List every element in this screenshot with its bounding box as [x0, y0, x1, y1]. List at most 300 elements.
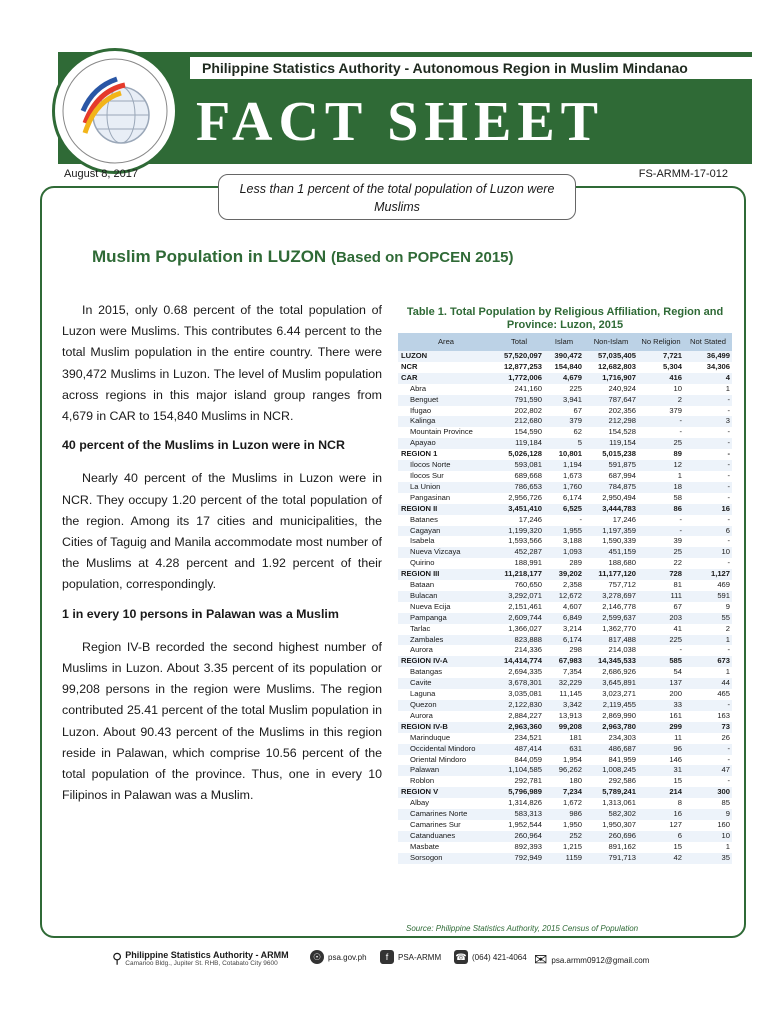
table-cell-area: Benguet	[398, 395, 494, 406]
table-cell-area: Cavite	[398, 678, 494, 689]
table-cell-value: 4,607	[562, 601, 582, 611]
table-cell-value: 2,884,227	[508, 710, 542, 720]
table-cell-value: 1,362,770	[602, 623, 636, 633]
table-cell-value: 2,956,726	[508, 492, 542, 502]
table-cell-value: -	[638, 526, 684, 537]
table-cell-value: 1,008,245	[584, 765, 638, 776]
table-cell-value: 73	[684, 722, 732, 733]
table-cell-value: 591,875	[584, 460, 638, 471]
footer-facebook[interactable]	[380, 950, 441, 964]
table-row	[398, 591, 732, 602]
table-cell-value: 225	[569, 383, 582, 393]
table-cell-value: 18	[638, 482, 684, 493]
table-source: Source: Philippine Statistics Authority, 2015 Census of Population	[406, 924, 639, 933]
table-cell-value: 841,959	[608, 754, 636, 764]
table-cell-value: 728	[638, 569, 684, 580]
table-cell-value: 12	[638, 460, 684, 471]
table-row	[398, 395, 732, 406]
table-cell-area: Quezon	[398, 700, 494, 711]
table-cell-value: 2,950,494	[602, 492, 636, 502]
footer	[112, 946, 732, 972]
table-cell-area: Batanes	[410, 514, 438, 524]
table-cell-area: Mountain Province	[410, 427, 473, 437]
table-cell-value: 47	[684, 765, 732, 776]
mail-icon: ✉	[534, 952, 548, 969]
table-cell-value: -	[727, 405, 730, 415]
table-row	[398, 831, 732, 842]
table-cell-value: 1,760	[544, 482, 584, 493]
table-cell-value: 4	[684, 373, 732, 384]
table-row	[398, 471, 732, 482]
table-cell-value: 2,146,778	[602, 601, 636, 611]
table-cell-value: 300	[684, 787, 732, 798]
table-cell-area: Apayao	[398, 438, 494, 449]
table-cell-value: 289	[569, 558, 582, 568]
table-cell-value: 1,672	[562, 798, 582, 808]
table-cell-value: 81	[673, 580, 682, 590]
table-cell-value: 15	[673, 841, 682, 851]
footer-website[interactable]	[310, 950, 367, 964]
table-cell-value: -	[684, 460, 732, 471]
location-pin-icon: ⚲	[112, 950, 123, 966]
table-cell-value: 2,122,830	[494, 700, 544, 711]
table-cell-value: 1	[677, 470, 682, 480]
table-cell-value: 96,262	[544, 765, 584, 776]
table-cell-value: 25	[638, 547, 684, 558]
table-cell-value: 1,127	[684, 569, 732, 580]
table-cell-value: 42	[638, 853, 684, 864]
table-cell-value: 292,781	[514, 776, 542, 786]
table-cell-value: 234,521	[514, 732, 542, 742]
table-cell-value: 451,159	[584, 547, 638, 558]
table-cell-area: Pangasinan	[410, 492, 451, 502]
table-cell-area: Oriental Mindoro	[410, 754, 467, 764]
table-cell-value: 6,849	[544, 613, 584, 624]
table-cell-value: 1,199,320	[494, 526, 544, 537]
table-row	[398, 493, 732, 504]
table-cell-value: 2,151,461	[508, 601, 542, 611]
table-cell-area: NCR	[401, 361, 418, 371]
table-cell-value: -	[727, 427, 730, 437]
table-row	[398, 427, 732, 438]
table-cell-value: -	[727, 492, 730, 502]
table-cell-value: 58	[673, 492, 682, 502]
table-cell-value: 11,218,177	[494, 569, 544, 580]
table-cell-value: 1,194	[544, 460, 584, 471]
table-cell-value: 67	[673, 601, 682, 611]
table-cell-value: 292,586	[608, 776, 636, 786]
table-cell-value: 160	[717, 819, 730, 829]
table-cell-value: 67	[573, 405, 582, 415]
table-cell-value: 225	[638, 635, 684, 646]
table-row	[398, 853, 732, 864]
table-cell-value: 55	[684, 613, 732, 624]
table-cell-area: Batangas	[410, 667, 443, 677]
table-cell-value: 1,366,027	[508, 623, 542, 633]
table-cell-value: 33	[638, 700, 684, 711]
table-cell-area: Aurora	[410, 645, 433, 655]
table-cell-value: 86	[638, 504, 684, 515]
table-cell-value: -	[727, 776, 730, 786]
table-row	[398, 765, 732, 776]
table-cell-value: 486,687	[584, 744, 638, 755]
table-cell-value: 22	[673, 558, 682, 568]
table-row	[398, 569, 732, 580]
table-cell-value: 10	[673, 383, 682, 393]
header-agency: Philippine Statistics Authority - Autonomous Region in Muslim Mindanao	[198, 60, 692, 76]
section-title	[92, 247, 514, 267]
table-cell-value: 1,950	[562, 819, 582, 829]
table-row	[398, 776, 732, 787]
table-cell-area: Cagayan	[398, 526, 494, 537]
table-cell-value: 784,875	[584, 482, 638, 493]
table-cell-value: 12,877,253	[503, 361, 542, 371]
table-cell-value: 1,716,907	[584, 373, 638, 384]
table-cell-area: Camarines Sur	[410, 819, 461, 829]
table-cell-value: 241,160	[514, 383, 542, 393]
table-cell-value: -	[684, 482, 732, 493]
table-cell-value: 3	[684, 416, 732, 427]
footer-email-text: psa.armm0912@gmail.com	[551, 955, 650, 965]
table-cell-value: 1,590,339	[602, 536, 636, 546]
table-cell-area: REGION III	[398, 569, 494, 580]
table-cell-value: 786,653	[494, 482, 544, 493]
table-row	[398, 624, 732, 635]
table-cell-value: 26	[721, 732, 730, 742]
table-cell-value: 593,081	[494, 460, 544, 471]
table-cell-value: 2,599,637	[584, 613, 638, 624]
table-cell-value: 85	[721, 798, 730, 808]
table-row	[398, 438, 732, 449]
table-cell-area: Nueva Vizcaya	[398, 547, 494, 558]
table-cell-value: -	[727, 536, 730, 546]
table-cell-value: 10	[684, 547, 732, 558]
table-cell-area: Aurora	[410, 710, 433, 720]
table-cell-value: 54	[673, 667, 682, 677]
table-cell-value: 299	[638, 722, 684, 733]
table-row	[398, 722, 732, 733]
table-cell-value: 3,035,081	[508, 689, 542, 699]
col-header: Islam	[544, 333, 584, 351]
table-cell-area: Ifugao	[410, 405, 432, 415]
table-cell-value: 10,801	[558, 449, 582, 459]
table-cell-value: 57,035,405	[584, 351, 638, 362]
table-cell-value: 757,712	[608, 580, 636, 590]
table-cell-value: 154,528	[608, 427, 636, 437]
table-cell-area: REGION IV-B	[398, 722, 494, 733]
table-cell-value: 212,298	[584, 416, 638, 427]
col-header: Area	[398, 333, 494, 351]
table-cell-value: 2,963,780	[584, 722, 638, 733]
table-cell-value: 760,650	[514, 580, 542, 590]
table-cell-value: 4,679	[544, 373, 584, 384]
table-cell-area: CAR	[398, 373, 494, 384]
col-header: Non-Islam	[584, 333, 638, 351]
table-cell-value: 260,964	[494, 831, 544, 842]
table-cell-value: 14,414,774	[494, 656, 544, 667]
table-cell-value: 5	[544, 438, 584, 449]
table-row	[398, 667, 732, 678]
table-cell-value: -	[684, 438, 732, 449]
table-cell-value: -	[679, 514, 682, 524]
table-cell-value: 1,954	[562, 754, 582, 764]
table-cell-value: 188,991	[514, 558, 542, 568]
table-row	[398, 351, 732, 362]
table-cell-area: Ilocos Norte	[398, 460, 494, 471]
table-cell-value: 3,645,891	[584, 678, 638, 689]
table-cell-value: 188,680	[608, 558, 636, 568]
globe-icon: ☉	[310, 950, 324, 964]
table-cell-value: 10	[684, 831, 732, 842]
table-row	[398, 526, 732, 537]
table-row	[398, 373, 732, 384]
table-row	[398, 798, 732, 809]
table-cell-area: REGION IV-A	[398, 656, 494, 667]
table-row	[398, 700, 732, 711]
table-row	[398, 744, 732, 755]
table-cell-value: 154,840	[554, 361, 582, 371]
table-cell-value: 2,119,455	[584, 700, 638, 711]
table-cell-value: 17,246	[612, 514, 636, 524]
table-cell-value: 1	[684, 635, 732, 646]
table-title: Table 1. Total Population by Religious Affiliation, Region and Province: Luzon, 2015	[406, 306, 724, 331]
table-cell-value: 39	[673, 536, 682, 546]
table-cell-value: 25	[638, 438, 684, 449]
table-cell-value: 3,444,783	[584, 504, 638, 515]
table-cell-value: 214	[638, 787, 684, 798]
table-cell-value: 96	[638, 744, 684, 755]
table-row	[398, 787, 732, 798]
table-cell-value: 673	[684, 656, 732, 667]
table-cell-area: Occidental Mindoro	[398, 744, 494, 755]
table-cell-area: Laguna	[410, 689, 436, 699]
table-cell-value: 214,038	[608, 645, 636, 655]
table-row	[398, 602, 732, 613]
table-cell-value: 2,694,335	[508, 667, 542, 677]
table-cell-value: 585	[638, 656, 684, 667]
table-cell-value: 787,647	[584, 395, 638, 406]
table-cell-value: 212,680	[494, 416, 544, 427]
table-row	[398, 733, 732, 744]
table-cell-value: -	[579, 514, 582, 524]
table-cell-area: Albay	[410, 798, 429, 808]
table-cell-value: 5,796,989	[494, 787, 544, 798]
table-cell-value: 137	[638, 678, 684, 689]
document-code: FS-ARMM-17-012	[638, 168, 728, 180]
table-cell-value: 6,174	[562, 492, 582, 502]
table-cell-value: 298	[569, 645, 582, 655]
table-cell-area: Pampanga	[398, 613, 494, 624]
table-cell-value: 11	[674, 732, 682, 742]
table-cell-value: 3,292,071	[494, 591, 544, 602]
table-cell-value: -	[684, 395, 732, 406]
table-row	[398, 536, 732, 547]
table-cell-value: 11,145	[559, 689, 582, 699]
table-cell-value: 1	[725, 841, 730, 851]
table-row	[398, 656, 732, 667]
table-cell-value: 15	[673, 776, 682, 786]
table-cell-value: 203	[638, 613, 684, 624]
footer-org-address: Camarioo Bldg., Jupiter St. RHB, Cotabato City 9600	[125, 960, 278, 967]
table-cell-value: 2,686,926	[602, 667, 636, 677]
table-cell-value: 12,682,803	[597, 361, 636, 371]
table-cell-value: 1	[725, 667, 730, 677]
table-cell-value: 6	[684, 526, 732, 537]
table-cell-value: 3,941	[544, 395, 584, 406]
table-cell-area: REGION V	[398, 787, 494, 798]
table-cell-value: 469	[717, 580, 730, 590]
table-body	[398, 351, 732, 864]
table-cell-value: -	[727, 754, 730, 764]
table-cell-value: 32,229	[544, 678, 584, 689]
table-cell-value: 7,721	[638, 351, 684, 362]
table-cell-value: 1,952,544	[508, 819, 542, 829]
table-cell-value: 2	[638, 395, 684, 406]
psa-logo	[52, 48, 178, 174]
table-cell-area: Roblon	[410, 776, 435, 786]
table-cell-value: 1,197,359	[584, 526, 638, 537]
table-cell-value: 200	[669, 689, 682, 699]
table-cell-value: 379	[544, 416, 584, 427]
table-cell-value: 1,955	[544, 526, 584, 537]
table-cell-value: 36,499	[684, 351, 732, 362]
table-cell-value: 7,234	[544, 787, 584, 798]
table-cell-value: 146	[669, 754, 682, 764]
section-title-suffix: (Based on POPCEN 2015)	[330, 249, 514, 266]
table-cell-value: -	[727, 645, 730, 655]
table-cell-value: 9	[684, 809, 732, 820]
table-row	[398, 515, 732, 526]
table-cell-value: 844,059	[514, 754, 542, 764]
table-cell-value: -	[727, 558, 730, 568]
footer-email[interactable]	[534, 950, 649, 970]
table-cell-value: 7,354	[562, 667, 582, 677]
table-cell-area: Bulacan	[398, 591, 494, 602]
table-cell-area: Abra	[410, 383, 427, 393]
table-row	[398, 820, 732, 831]
table-cell-value: 6	[638, 831, 684, 842]
table-row	[398, 580, 732, 591]
table-cell-value: 3,451,410	[494, 504, 544, 515]
table-cell-value: 39,202	[544, 569, 584, 580]
table-cell-value: 689,668	[514, 470, 542, 480]
table-cell-value: 3,342	[544, 700, 584, 711]
table-cell-area: LUZON	[398, 351, 494, 362]
table-cell-value: 67,983	[544, 656, 584, 667]
table-cell-value: 631	[544, 744, 584, 755]
table-cell-value: 1	[725, 383, 730, 393]
table-cell-value: 6,525	[544, 504, 584, 515]
table-cell-value: 9	[725, 601, 730, 611]
table-row	[398, 460, 732, 471]
table-cell-value: 416	[638, 373, 684, 384]
table-cell-value: 35	[684, 853, 732, 864]
headline-box: Less than 1 percent of the total population of Luzon were Muslims	[218, 174, 576, 220]
table-cell-value: 16	[638, 809, 684, 820]
table-cell-area: Marinduque	[410, 732, 451, 742]
table-cell-value: 14,345,533	[584, 656, 638, 667]
table-row	[398, 547, 732, 558]
table-cell-area: Bataan	[410, 580, 435, 590]
footer-org	[112, 950, 289, 967]
table-cell-value: -	[679, 645, 682, 655]
table-row	[398, 558, 732, 569]
table-cell-value: 3,678,301	[494, 678, 544, 689]
table-cell-value: 5,304	[662, 361, 682, 371]
table-row	[398, 689, 732, 700]
table-row	[398, 645, 732, 656]
table-cell-value: 17,246	[518, 514, 542, 524]
table-cell-value: 5,026,128	[508, 449, 542, 459]
table-cell-area: Catanduanes	[398, 831, 494, 842]
table-cell-value: 234,303	[608, 732, 636, 742]
table-cell-value: 1,950,307	[602, 819, 636, 829]
table-cell-value: 1,673	[562, 470, 582, 480]
col-header: No Religion	[638, 333, 684, 351]
table-cell-value: 1,104,585	[494, 765, 544, 776]
table-cell-value: -	[727, 449, 730, 459]
table-cell-value: 1,314,826	[508, 798, 542, 808]
table-cell-area: Camarines Norte	[398, 809, 494, 820]
table-cell-value: 111	[638, 591, 684, 602]
table-cell-value: 1,093	[544, 547, 584, 558]
table-cell-value: 41	[673, 623, 682, 633]
table-cell-value: 3,214	[562, 623, 582, 633]
table-cell-value: 11,177,120	[584, 569, 638, 580]
table-cell-value: 119,184	[494, 438, 544, 449]
table-cell-value: 1159	[544, 853, 584, 864]
footer-phone[interactable]	[454, 950, 527, 964]
table-cell-value: 792,949	[494, 853, 544, 864]
publication-date: August 8, 2017	[64, 168, 139, 180]
subheading-ncr: 40 percent of the Muslims in Luzon were in NCR	[62, 438, 345, 453]
table-cell-value: 2	[725, 623, 730, 633]
table-cell-value: 2,963,360	[494, 722, 544, 733]
table-cell-value: 5,789,241	[584, 787, 638, 798]
table-cell-value: 240,924	[608, 383, 636, 393]
table-row	[398, 842, 732, 853]
table-cell-value: 3,278,697	[584, 591, 638, 602]
paragraph-palawan: Region IV-B recorded the second highest number of Muslims in Luzon. About 3.35 percent of its population or 99,208 persons in the region were Muslims. The region contributed 25.41 percent of the total Muslim population in Luzon. About 90.43 percent of the Muslims in this region reside in Palawan, which comprise 10.56 percent of the total population of the province. Thus, one in every 10 Filipinos in Palawan was a Muslim.	[62, 639, 382, 803]
table-cell-value: 6,174	[544, 635, 584, 646]
table-cell-value: 119,154	[584, 438, 638, 449]
table-cell-area: Palawan	[398, 765, 494, 776]
table-cell-area: REGION II	[398, 504, 494, 515]
table-row	[398, 482, 732, 493]
table-cell-value: 591	[684, 591, 732, 602]
table-cell-value: 127	[669, 819, 682, 829]
table-cell-value: 2,358	[562, 580, 582, 590]
col-header: Not Stated	[684, 333, 732, 351]
table-cell-area: Zambales	[398, 635, 494, 646]
table-cell-value: -	[684, 744, 732, 755]
table-row	[398, 809, 732, 820]
table-cell-value: 5,015,238	[602, 449, 636, 459]
body-text	[62, 300, 382, 814]
table-cell-area: Nueva Ecija	[410, 601, 451, 611]
table-cell-value: 16	[684, 504, 732, 515]
table-cell-value: 3,188	[562, 536, 582, 546]
subheading-palawan: 1 in every 10 persons in Palawan was a Muslim	[62, 606, 339, 621]
table-cell-value: -	[679, 427, 682, 437]
phone-icon: ☎	[455, 952, 467, 962]
table-cell-value: 379	[669, 405, 682, 415]
table-row	[398, 416, 732, 427]
table-cell-value: 1,215	[562, 841, 582, 851]
table-cell-area: Masbate	[410, 841, 440, 851]
globe-icon	[55, 51, 175, 171]
table-cell-value: 62	[573, 427, 582, 437]
